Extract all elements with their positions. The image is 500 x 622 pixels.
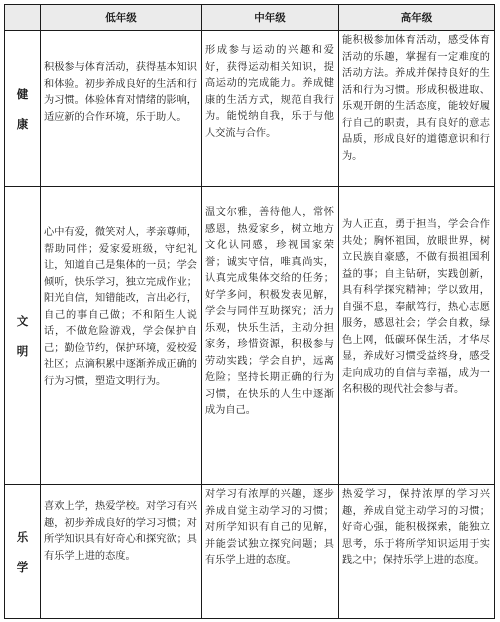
header-corner-cell [5, 5, 41, 31]
civility-high-grade-cell: 为人正直，勇于担当，学会合作共处；胸怀祖国，放眼世界，树立民族自豪感，不做有损祖国利益的事；自主钻研，实践创新，具有科学探究精神；学以致用，自强不息，奉献笃行，热心志愿服务，感恩社会；学会自救，绿色上网，低碳环保生活，才华尽显，养成好习惯受益终身，感受走向成功的自信与幸福，成为一名积极的现代社会参与者。 [339, 187, 495, 485]
table-row-health [5, 31, 495, 187]
header-row [5, 5, 495, 31]
health-high-grade-cell: 能积极参加体育活动，感受体育活动的乐趣，掌握有一定难度的活动方法。养成并保持良好的生活和行为习惯。形成积极进取、乐观开朗的生活态度，能较好履行自己的职责，具有良好的意志品质，形成良好的道德意识和行为。 [339, 31, 495, 187]
row-label-learning: 乐 学 [5, 485, 41, 619]
learning-mid-grade-cell: 对学习有浓厚的兴趣，逐步养成自觉主动学习的习惯；对所学知识有自己的见解，并能尝试独立探究问题；具有乐学上进的态度。 [202, 485, 339, 619]
table-row-civility [5, 187, 495, 485]
civility-low-grade-cell: 心中有爱，微笑对人，孝亲尊师，帮助同伴；爱家爱班级，守纪礼让，知道自己是集体的一员；学会倾听，快乐学习，独立完成作业；阳光自信，知错能改，言出必行，自己的事自己做；不和陌生人说话，不做危险游戏，学会保护自己；勤俭节约，保护环境，爱校爱社区；点滴积累中逐渐养成正确的行为习惯，塑造文明行为。 [41, 187, 202, 485]
row-label-civility: 文 明 [5, 187, 41, 485]
table-row-learning [5, 485, 495, 619]
header-high-grade: 高年级 [339, 5, 495, 31]
learning-low-grade-cell: 喜欢上学，热爱学校。对学习有兴趣，初步养成良好的学习习惯；对所学知识具有好奇心和探究欲；具有乐学上进的态度。 [41, 485, 202, 619]
grade-goals-table [4, 4, 495, 619]
health-low-grade-cell: 积极参与体育活动，获得基本知识和体验。初步养成良好的生活和行为习惯。体验体育对情绪的影响，适应新的合作环境，乐于助人。 [41, 31, 202, 187]
civility-mid-grade-cell: 温文尔雅，善待他人，常怀感恩，热爱家乡，树立地方文化认同感，珍视国家荣誉；诚实守信，唯真尚实，认真完成集体交给的任务；好学多问，积极发表见解，学会与同伴互助探究；活力乐观，快乐生活，主动分担家务，珍惜资源，积极参与劳动实践；学会自护，远离危险；坚持长期正确的行为习惯，在快乐的人生中逐渐成为自己。 [202, 187, 339, 485]
row-label-health: 健 康 [5, 31, 41, 187]
learning-high-grade-cell: 热爱学习，保持浓厚的学习兴趣，养成自觉主动学习的习惯；好奇心强，能积极探索，能独立思考，乐于将所学知识运用于实践之中；保持乐学上进的态度。 [339, 485, 495, 619]
header-low-grade: 低年级 [41, 5, 202, 31]
health-mid-grade-cell: 形成参与运动的兴趣和爱好，获得运动相关知识，提高运动的完成能力。养成健康的生活方式，规范自我行为。能悦纳自我，乐于与他人交流与合作。 [202, 31, 339, 187]
header-mid-grade: 中年级 [202, 5, 339, 31]
